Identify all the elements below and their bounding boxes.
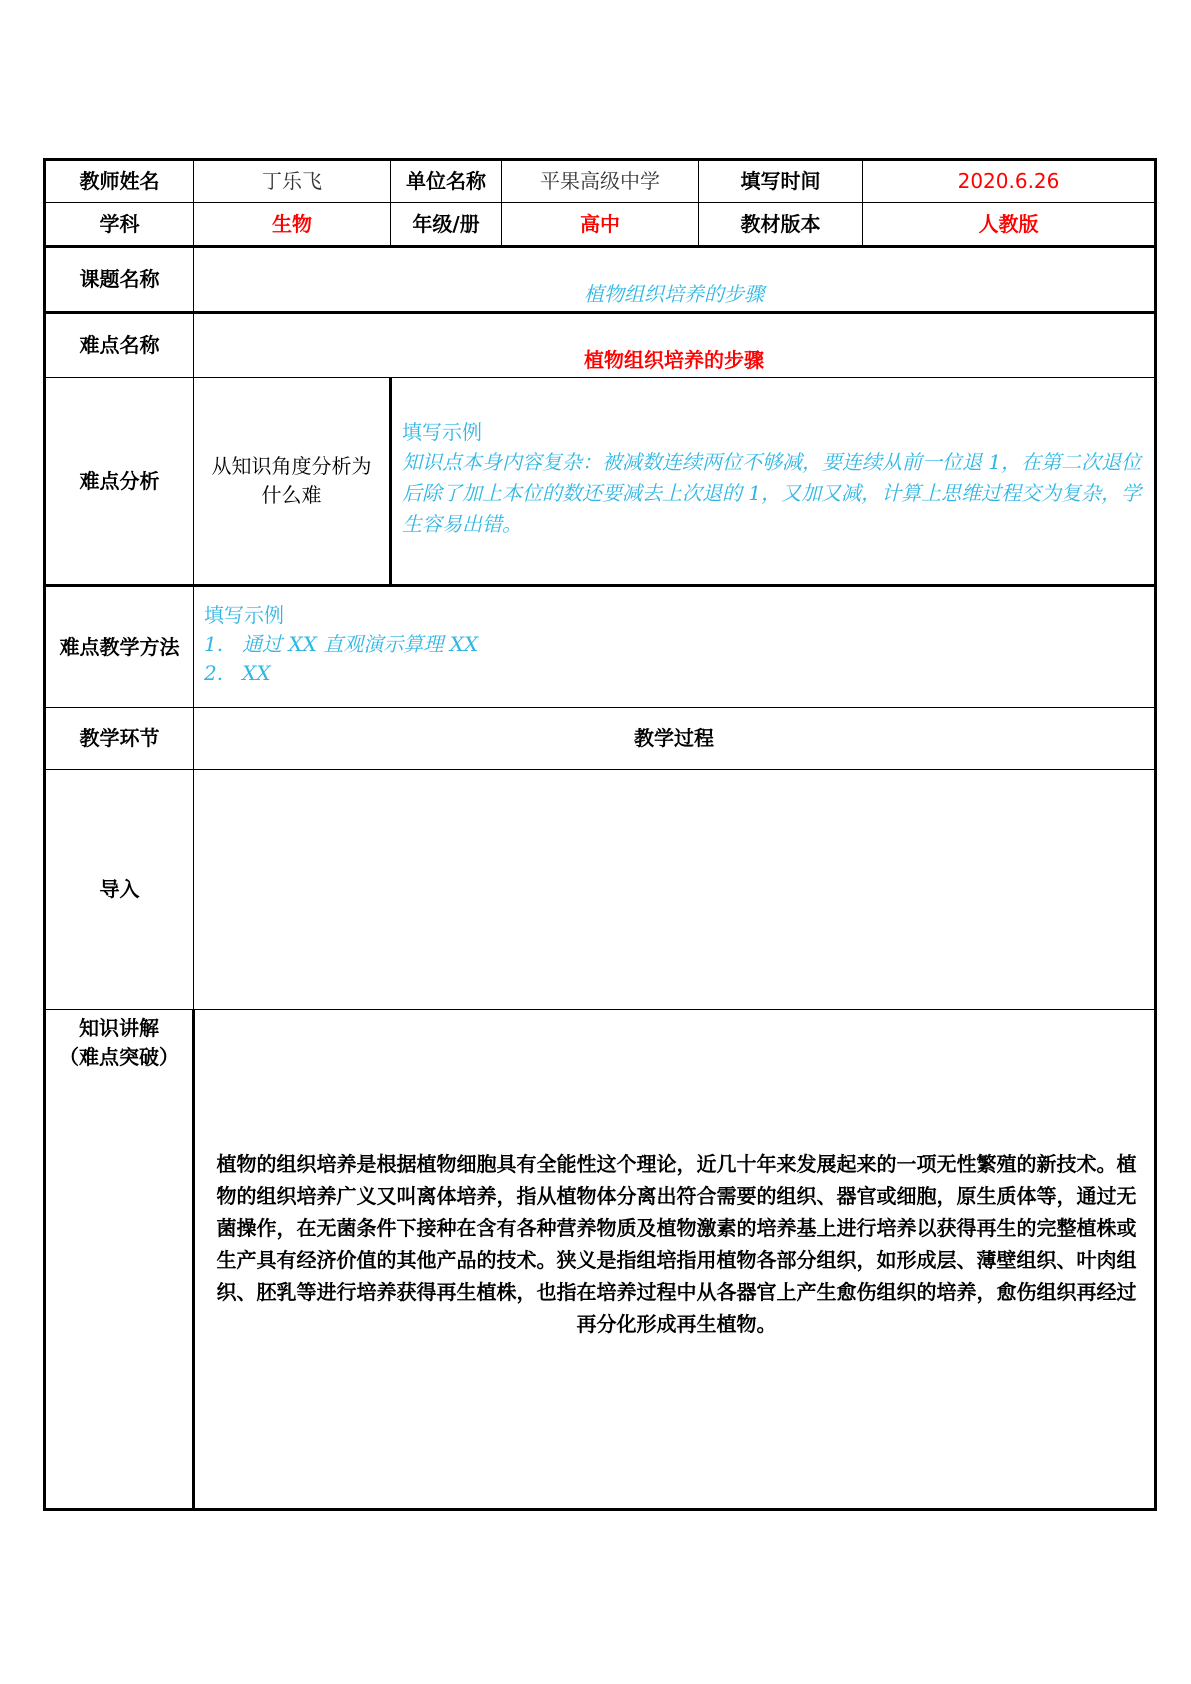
subject-value: 生物 bbox=[194, 203, 391, 247]
topic-label: 课题名称 bbox=[45, 247, 194, 313]
grade-value: 高中 bbox=[502, 203, 699, 247]
knowledge-label-sub: （难点突破） bbox=[59, 1045, 179, 1069]
teacher-name-label: 教师姓名 bbox=[45, 160, 194, 203]
subject-label: 学科 bbox=[45, 203, 194, 247]
fill-date-value: 2020.6.26 bbox=[863, 160, 1156, 203]
difficulty-label: 难点名称 bbox=[45, 313, 194, 378]
difficulty-value: 植物组织培养的步骤 bbox=[194, 313, 1156, 378]
method-label: 难点教学方法 bbox=[45, 586, 194, 708]
knowledge-content: 植物的组织培养是根据植物细胞具有全能性这个理论，近几十年来发展起来的一项无性繁殖的新技术。植物的组织培养广义又叫离体培养，指从植物体分离出符合需要的组织、器官或细胞，原生质体等，通过无菌操作，在无菌条件下接种在含有各种营养物质及植物激素的培养基上进行培养以获得再生的完整植株或生产具有经济价值的其他产品的技术。狭义是指组培指用植物各部分组织，如形成层、薄壁组织、叶肉组织、胚乳等进行培养获得再生植株，也指在培养过程中从各器官上产生愈伤组织的培养，愈伤组织再经过再分化形成再生植物。 bbox=[194, 1010, 1156, 1510]
method-item-2: 2. XX bbox=[204, 661, 271, 685]
analysis-sub-label bbox=[194, 378, 391, 586]
analysis-example-text: 知识点本身内容复杂：被减数连续两位不够减，要连续从前一位退 1，在第二次退位后除了加上本位的数还要减去上次退的 1，又加又减，计算上思维过程交为复杂，学生容易出错。 bbox=[402, 450, 1142, 536]
intro-label: 导入 bbox=[45, 770, 194, 1010]
intro-content bbox=[194, 770, 1156, 1010]
edition-value: 人教版 bbox=[863, 203, 1156, 247]
knowledge-label: 知识讲解 bbox=[79, 1016, 159, 1040]
unit-name-label: 单位名称 bbox=[391, 160, 502, 203]
teacher-name-value: 丁乐飞 bbox=[194, 160, 391, 203]
process-header-label: 教学过程 bbox=[194, 708, 1156, 770]
analysis-sub-label-text: 从知识角度分析为什么难 bbox=[211, 454, 372, 507]
fill-date-label: 填写时间 bbox=[699, 160, 863, 203]
lesson-plan-table bbox=[43, 158, 1154, 1511]
unit-name-value: 平果高级中学 bbox=[502, 160, 699, 203]
analysis-example-cell bbox=[391, 378, 1156, 586]
topic-value: 植物组织培养的步骤 bbox=[584, 282, 764, 306]
stage-header-label: 教学环节 bbox=[45, 708, 194, 770]
knowledge-label-cell bbox=[45, 1010, 194, 1510]
method-item-1: 1. 通过 XX 直观演示算理 XX bbox=[204, 632, 479, 656]
method-example-title: 填写示例 bbox=[204, 603, 284, 627]
analysis-label: 难点分析 bbox=[45, 378, 194, 586]
analysis-example-title: 填写示例 bbox=[402, 420, 482, 444]
grade-label: 年级/册 bbox=[391, 203, 502, 247]
method-cell bbox=[194, 586, 1156, 708]
topic-cell bbox=[194, 247, 1156, 313]
edition-label: 教材版本 bbox=[699, 203, 863, 247]
